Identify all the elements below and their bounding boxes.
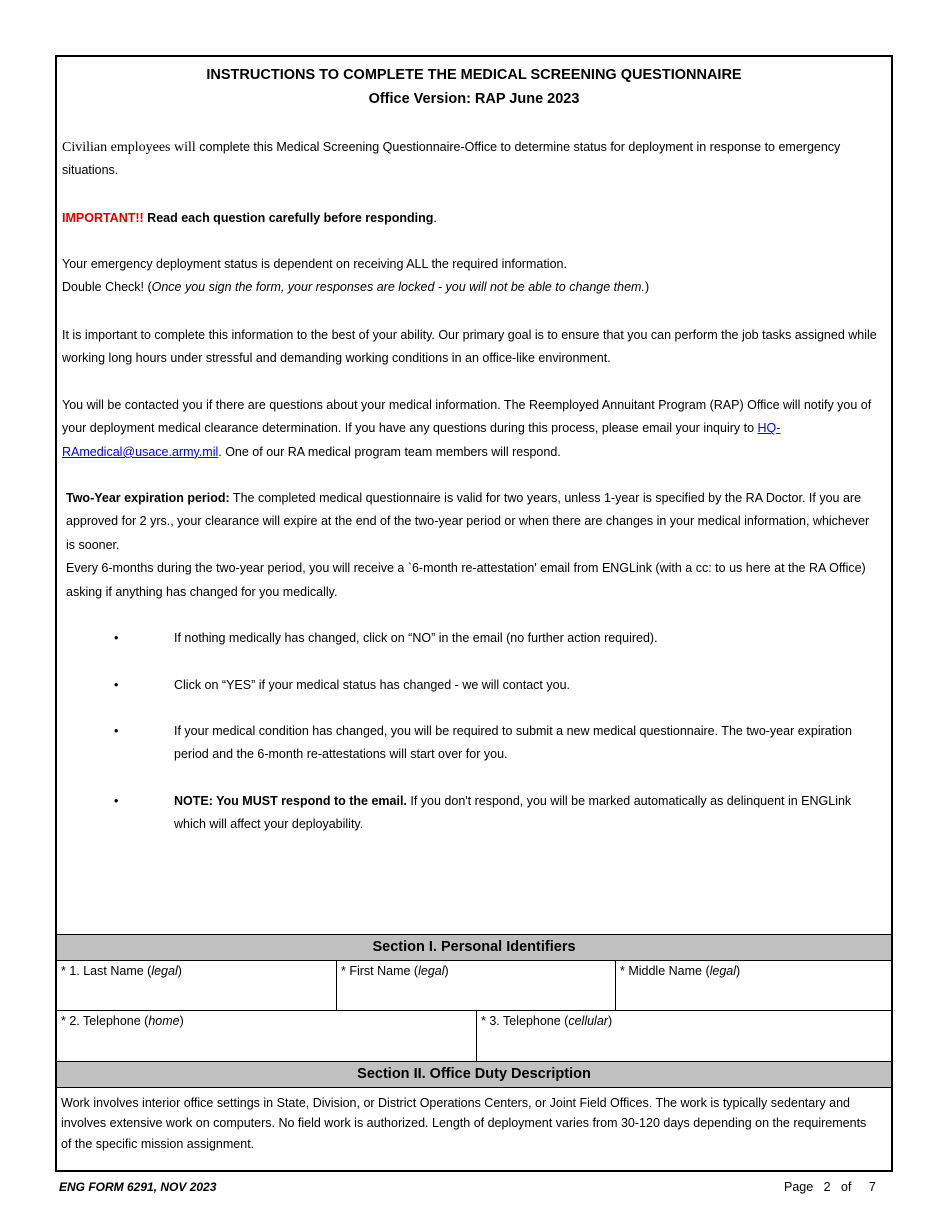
middle-name-field[interactable]: * Middle Name (legal) (616, 961, 893, 1011)
bullet-item-note: NOTE: You MUST respond to the email. If you don't respond, you will be marked automatically as delinquent in ENGLink which will affect your deployability. (174, 794, 852, 832)
first-name-field[interactable]: * First Name (legal) (337, 961, 616, 1011)
page-title: INSTRUCTIONS TO COMPLETE THE MEDICAL SCREENING QUESTIONNAIRE (206, 67, 742, 83)
bullet-icon: • (114, 794, 119, 808)
important-notice: IMPORTANT!! Read each question carefully before responding. (62, 211, 437, 225)
expiration-paragraph: Two-Year expiration period: The completed medical questionnaire is valid for two years, unless 1-year is specified by the RA Doctor. If you are approved for 2 yrs., your clearance will expire at the end of the two-year period or when there are changes in your medical information, whichever is sooner. Every 6-months during the two-year period, you will receive a `6-month re-attestation' email from ENGLink (with a cc: to us here at the RA Office) asking if anything has changed for you medically. (66, 491, 870, 599)
bullet-item-yes: Click on “YES” if your medical status has changed - we will contact you. (174, 678, 571, 692)
status-paragraph: Your emergency deployment status is dependent on receiving ALL the required information. Double Check! (Once you sign the form, your responses are locked - you will not be able to change them.) (62, 257, 650, 295)
goal-paragraph: It is important to complete this information to the best of your ability. Our primary goal is to ensure that you can perform the job tasks assigned while working long hours under stressful and demanding working conditions in an office-like environment. (62, 328, 877, 366)
bullet-icon: • (114, 724, 119, 738)
duty-description: Work involves interior office settings in State, Division, or District Operations Centers, or Joint Field Offices. The work is typically sedentary and involves extensive work on computers. No field work is authorized. Length of deployment varies from 30-120 days depending on the requirements of the specific mission assignment. (61, 1096, 867, 1151)
bullet-icon: • (114, 631, 119, 645)
form-frame (55, 55, 893, 1172)
intro-paragraph: Civilian employees will complete this Medical Screening Questionnaire-Office to determine status for deployment in response to emergency situations. (62, 140, 841, 178)
cellular-telephone-field[interactable]: * 3. Telephone (cellular) (481, 1014, 613, 1028)
home-telephone-field[interactable]: * 2. Telephone (home) (57, 1011, 477, 1061)
bullet-item-changed: If your medical condition has changed, you will be required to submit a new medical questionnaire. The two-year expiration period and the 6-month re-attestations will start over for you. (174, 724, 852, 762)
section-1-header: Section I. Personal Identifiers (57, 934, 891, 961)
bullet-item-no-change: If nothing medically has changed, click on “NO” in the email (no further action required). (174, 631, 658, 645)
page-indicator: Page 2 of 7 (784, 1180, 876, 1194)
bullet-icon: • (114, 678, 119, 692)
email-link[interactable]: HQ-RAmedical@usace.army.mil (62, 421, 781, 459)
page-subtitle: Office Version: RAP June 2023 (368, 91, 580, 107)
contact-paragraph: You will be contacted you if there are questions about your medical information. The Reemployed Annuitant Program (RAP) Office will notify you of your deployment medical clearance determination. If you have any questions during this process, please email your inquiry to HQ-RAmedical@usace.army.mil. One of our RA medical program team members will respond. (62, 398, 872, 459)
last-name-field[interactable]: * 1. Last Name (legal) (57, 961, 337, 1011)
form-number: ENG FORM 6291, NOV 2023 (59, 1180, 217, 1194)
section-2-header: Section II. Office Duty Description (57, 1061, 891, 1088)
